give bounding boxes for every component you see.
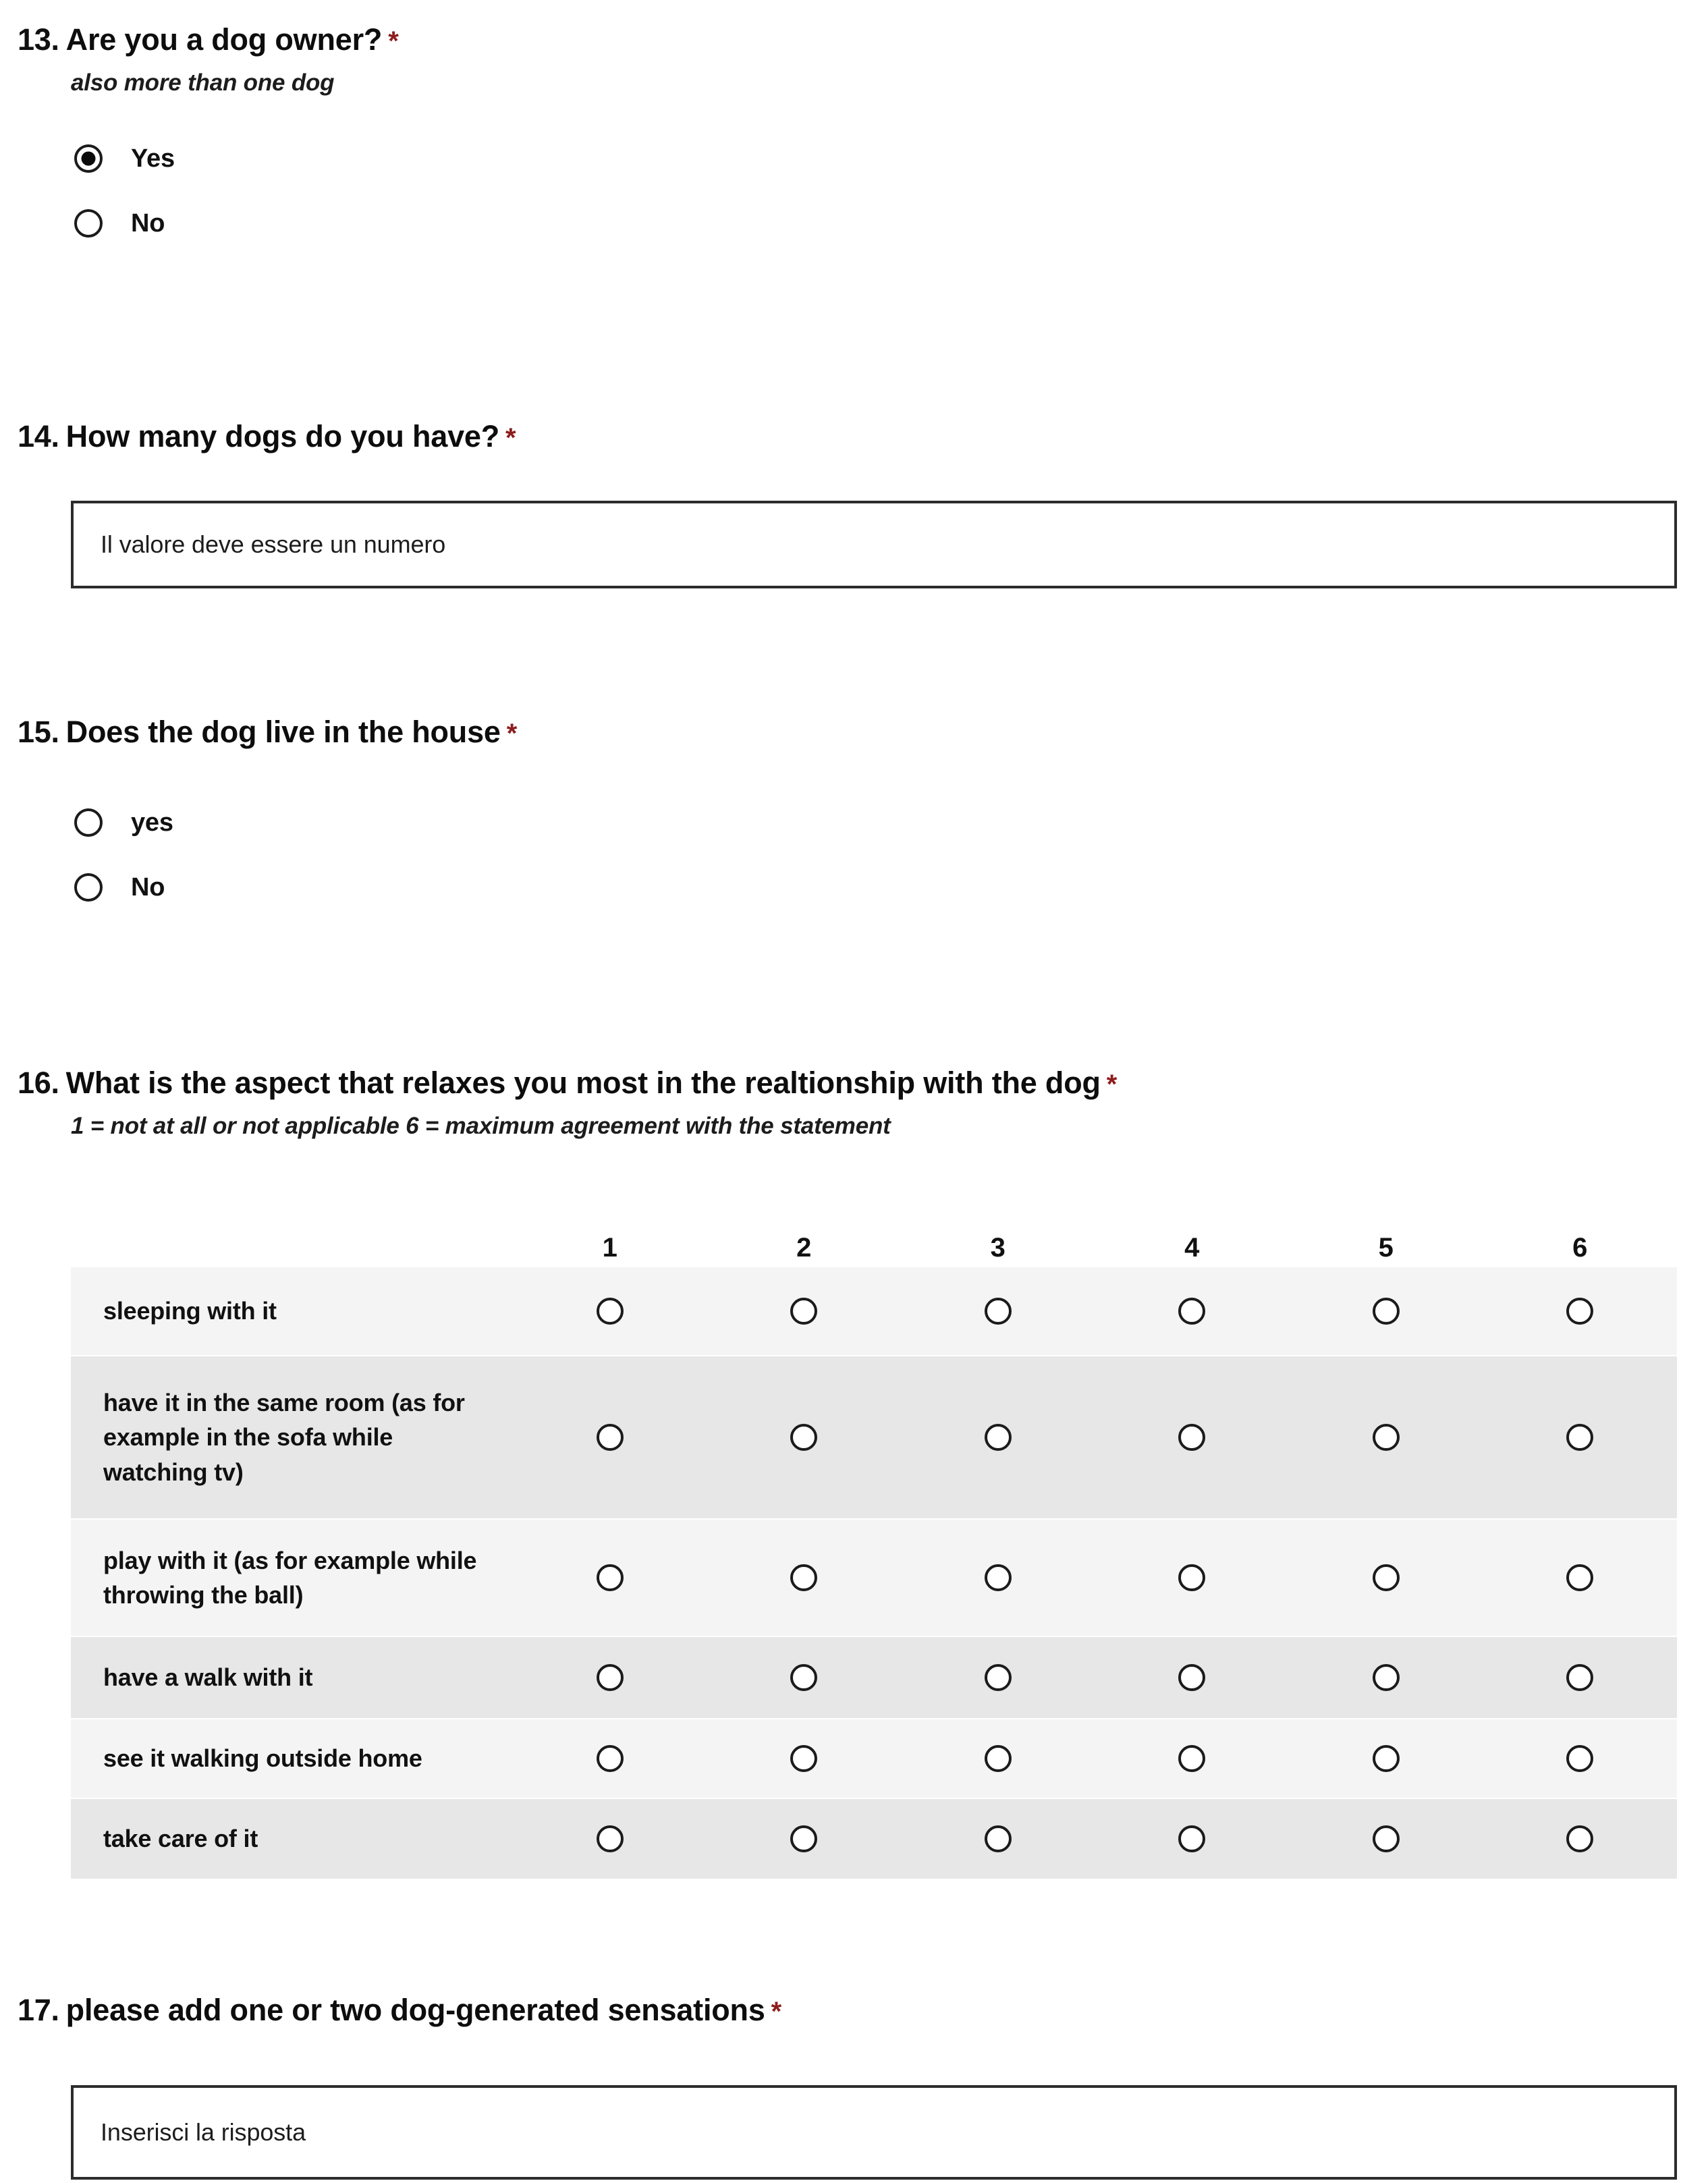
likert-cell-2[interactable]: [707, 1564, 902, 1591]
radio-icon[interactable]: [1566, 1825, 1593, 1852]
radio-icon[interactable]: [1373, 1825, 1400, 1852]
radio-icon[interactable]: [1373, 1564, 1400, 1591]
likert-cell-2[interactable]: [707, 1745, 902, 1772]
question-17-number: 17.: [18, 1993, 59, 2027]
likert-cell-6[interactable]: [1483, 1825, 1678, 1852]
radio-option-label: No: [131, 209, 165, 238]
radio-icon[interactable]: [597, 1664, 624, 1691]
likert-scale-2: 2: [796, 1233, 812, 1263]
likert-cell-5[interactable]: [1289, 1745, 1483, 1772]
radio-icon[interactable]: [985, 1298, 1012, 1325]
radio-icon[interactable]: [1178, 1424, 1205, 1451]
table-row: [71, 1356, 1677, 1520]
radio-icon[interactable]: [1178, 1745, 1205, 1772]
radio-icon[interactable]: [1373, 1424, 1400, 1451]
radio-icon[interactable]: [790, 1664, 817, 1691]
question-13-title: Are you a dog owner?: [65, 22, 383, 57]
radio-icon[interactable]: [1373, 1745, 1400, 1772]
radio-icon[interactable]: [597, 1745, 624, 1772]
required-asterisk: *: [771, 1997, 782, 2026]
likert-scale-5: 5: [1378, 1233, 1394, 1263]
likert-cell-6[interactable]: [1483, 1298, 1678, 1325]
radio-icon[interactable]: [597, 1825, 624, 1852]
dog-count-input[interactable]: [71, 501, 1677, 588]
question-16: [0, 1065, 1708, 1140]
likert-row-label: have a walk with it: [103, 1663, 313, 1692]
question-16-subtitle: 1 = not at all or not applicable 6 = maximum agreement with the statement: [71, 1113, 891, 1140]
radio-icon[interactable]: [1566, 1564, 1593, 1591]
sensations-input-placeholder: Inserisci la risposta: [101, 2118, 306, 2146]
radio-icon[interactable]: [1373, 1298, 1400, 1325]
required-asterisk: *: [388, 26, 399, 56]
likert-grid-header: [71, 1208, 1677, 1267]
radio-icon[interactable]: [597, 1298, 624, 1325]
likert-cell-6[interactable]: [1483, 1664, 1678, 1691]
likert-cell-4[interactable]: [1095, 1564, 1290, 1591]
likert-row-label: have it in the same room (as for example in the sofa while watching tv): [103, 1389, 465, 1486]
likert-cell-4[interactable]: [1095, 1825, 1290, 1852]
question-13-options: [0, 96, 1708, 256]
radio-icon[interactable]: [985, 1424, 1012, 1451]
likert-cell-3[interactable]: [901, 1564, 1095, 1591]
radio-option-label: Yes: [131, 144, 175, 173]
radio-option-yes[interactable]: [74, 126, 1708, 191]
question-16-title: What is the aspect that relaxes you most in the realtionship with the dog: [65, 1066, 1101, 1100]
radio-icon[interactable]: [1566, 1298, 1593, 1325]
radio-icon[interactable]: [74, 808, 103, 837]
likert-row-label: take care of it: [103, 1825, 258, 1853]
radio-icon[interactable]: [985, 1825, 1012, 1852]
radio-icon[interactable]: [74, 209, 103, 238]
sensations-input[interactable]: [71, 2085, 1677, 2180]
question-14-number: 14.: [18, 419, 59, 453]
radio-icon[interactable]: [1373, 1664, 1400, 1691]
radio-icon[interactable]: [985, 1564, 1012, 1591]
question-15-title: Does the dog live in the house: [65, 715, 501, 749]
likert-grid: [71, 1208, 1677, 1880]
table-row: [71, 1637, 1677, 1719]
radio-option-no[interactable]: [74, 191, 1708, 256]
table-row: [71, 1267, 1677, 1356]
question-13: [0, 22, 1708, 256]
likert-cell-4[interactable]: [1095, 1745, 1290, 1772]
likert-cell-5[interactable]: [1289, 1664, 1483, 1691]
radio-icon[interactable]: [74, 873, 103, 902]
table-row: [71, 1719, 1677, 1799]
likert-cell-5[interactable]: [1289, 1424, 1483, 1451]
likert-cell-2[interactable]: [707, 1825, 902, 1852]
likert-cell-5[interactable]: [1289, 1298, 1483, 1325]
question-14-heading: [0, 418, 1708, 454]
radio-icon[interactable]: [790, 1825, 817, 1852]
question-15-options: [0, 750, 1708, 920]
question-14: [0, 418, 1708, 454]
likert-row-label: sleeping with it: [103, 1297, 277, 1325]
radio-icon[interactable]: [1566, 1745, 1593, 1772]
dog-count-input-placeholder: Il valore deve essere un numero: [101, 530, 446, 558]
likert-cell-1[interactable]: [513, 1564, 707, 1591]
radio-icon[interactable]: [790, 1564, 817, 1591]
required-asterisk: *: [1106, 1070, 1118, 1099]
likert-scale-6: 6: [1572, 1233, 1588, 1263]
likert-scale-3: 3: [990, 1233, 1005, 1263]
likert-cell-1[interactable]: [513, 1825, 707, 1852]
question-15-number: 15.: [18, 715, 59, 749]
radio-option-label: yes: [131, 808, 173, 837]
likert-cell-1[interactable]: [513, 1424, 707, 1451]
question-17: [0, 1992, 1708, 2028]
radio-icon[interactable]: [985, 1745, 1012, 1772]
question-13-heading: [0, 22, 1708, 57]
question-14-title: How many dogs do you have?: [65, 419, 500, 453]
likert-cell-3[interactable]: [901, 1298, 1095, 1325]
likert-cell-5[interactable]: [1289, 1564, 1483, 1591]
radio-icon-selected[interactable]: [74, 144, 103, 173]
table-row: [71, 1799, 1677, 1880]
question-15: [0, 714, 1708, 920]
likert-row-label: play with it (as for example while throwing the ball): [103, 1546, 477, 1609]
radio-icon[interactable]: [1566, 1424, 1593, 1451]
radio-option-yes[interactable]: [74, 790, 1708, 855]
likert-cell-4[interactable]: [1095, 1298, 1290, 1325]
required-asterisk: *: [506, 719, 518, 748]
radio-icon[interactable]: [1178, 1298, 1205, 1325]
likert-cell-3[interactable]: [901, 1664, 1095, 1691]
likert-scale-4: 4: [1184, 1233, 1200, 1263]
radio-icon[interactable]: [1178, 1825, 1205, 1852]
likert-cell-5[interactable]: [1289, 1825, 1483, 1852]
radio-icon[interactable]: [790, 1298, 817, 1325]
required-asterisk: *: [505, 423, 516, 453]
question-16-number: 16.: [18, 1066, 59, 1100]
likert-scale-1: 1: [602, 1233, 617, 1263]
likert-cell-3[interactable]: [901, 1745, 1095, 1772]
radio-icon[interactable]: [1178, 1564, 1205, 1591]
likert-cell-6[interactable]: [1483, 1564, 1678, 1591]
question-13-subtitle: also more than one dog: [71, 70, 335, 96]
radio-icon[interactable]: [790, 1424, 817, 1451]
radio-option-label: No: [131, 873, 165, 902]
radio-icon[interactable]: [597, 1564, 624, 1591]
radio-icon[interactable]: [1178, 1664, 1205, 1691]
likert-cell-4[interactable]: [1095, 1424, 1290, 1451]
radio-icon[interactable]: [1566, 1664, 1593, 1691]
likert-cell-3[interactable]: [901, 1424, 1095, 1451]
radio-icon[interactable]: [985, 1664, 1012, 1691]
question-16-heading: [0, 1065, 1708, 1101]
radio-option-no[interactable]: [74, 855, 1708, 920]
likert-cell-1[interactable]: [513, 1664, 707, 1691]
likert-cell-3[interactable]: [901, 1825, 1095, 1852]
radio-icon[interactable]: [597, 1424, 624, 1451]
likert-row-label: see it walking outside home: [103, 1744, 422, 1773]
likert-cell-6[interactable]: [1483, 1424, 1678, 1451]
question-17-heading: [0, 1992, 1708, 2028]
question-17-title: please add one or two dog-generated sensations: [65, 1993, 765, 2027]
likert-cell-1[interactable]: [513, 1298, 707, 1325]
likert-cell-4[interactable]: [1095, 1664, 1290, 1691]
table-row: [71, 1520, 1677, 1637]
radio-icon[interactable]: [790, 1745, 817, 1772]
likert-cell-1[interactable]: [513, 1745, 707, 1772]
likert-cell-6[interactable]: [1483, 1745, 1678, 1772]
question-15-heading: [0, 714, 1708, 750]
likert-cell-2[interactable]: [707, 1424, 902, 1451]
likert-cell-2[interactable]: [707, 1298, 902, 1325]
question-13-number: 13.: [18, 22, 59, 57]
likert-cell-2[interactable]: [707, 1664, 902, 1691]
